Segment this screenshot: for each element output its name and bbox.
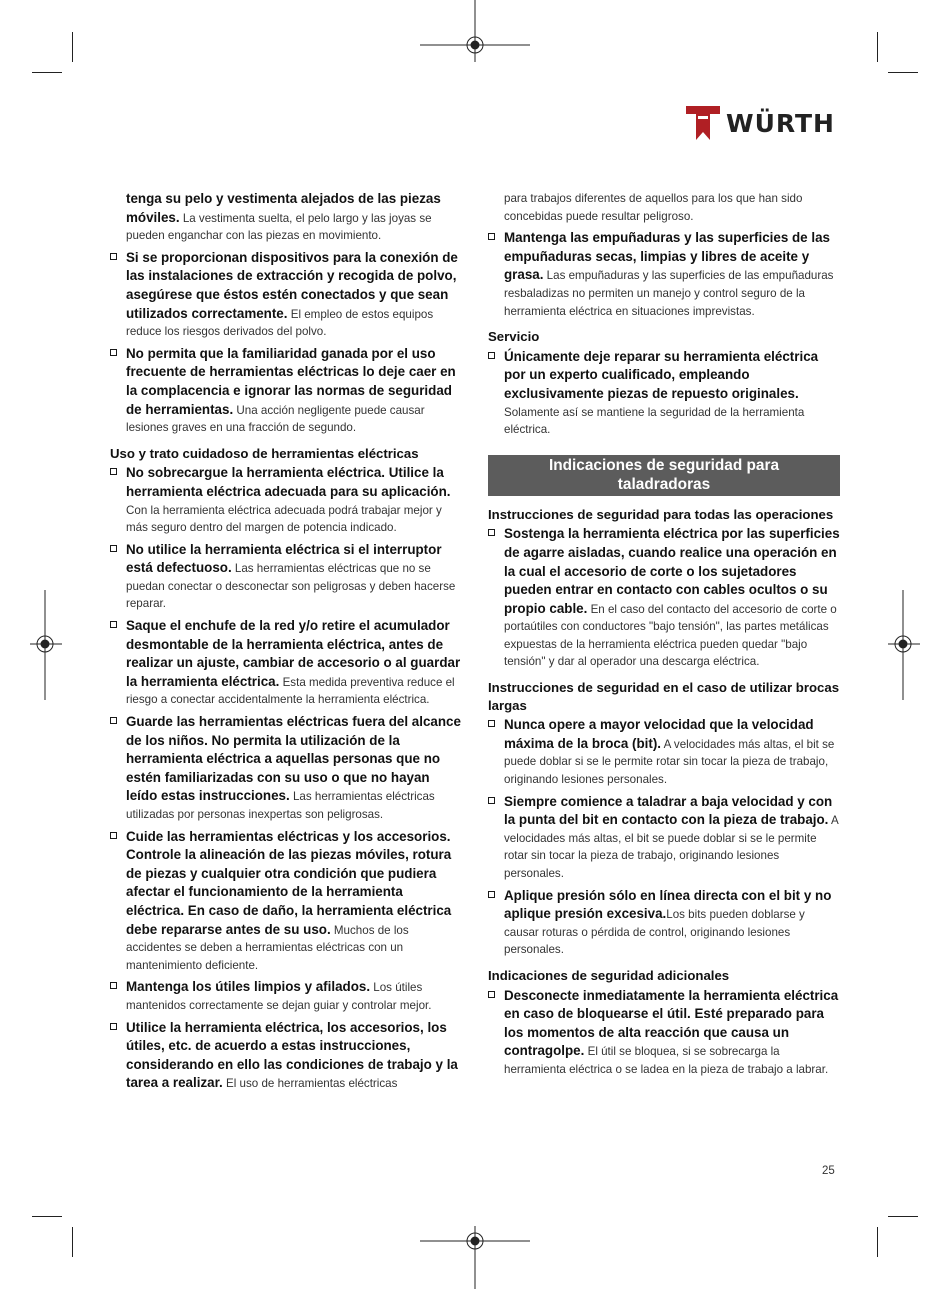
explanation-text: El uso de herramientas eléctricas [222,1077,398,1091]
bold-instruction: Guarde las herramientas eléctricas fuera del alcance de los niños. No permita la utilización de la herramienta eléctrica a aquellas personas que no estén familiarizadas con su uso o que no hayan leído estas instrucciones. [126,714,461,804]
bold-instruction: No utilice la herramienta eléctrica si el interruptor está defectuoso. [126,541,442,576]
bold-instruction: Únicamente deje reparar su herramienta eléctrica por un experto cualificado, empleando exclusivamente piezas de repuesto originales. [504,348,819,401]
wurth-logo [686,105,842,141]
bold-instruction: Utilice la herramienta eléctrica, los accesorios, los útiles, etc. de acuerdo a estas instrucciones, considerando en ello las condiciones de trabajo y la tarea a realizar. [126,1019,458,1091]
checkbox-bullet-icon [110,468,117,475]
bullet-item [110,978,462,1014]
bullet-item [110,249,462,341]
section-heading: Indicaciones de seguridad adicionales [488,967,730,983]
bullet-item [110,1019,462,1093]
bold-instruction: Mantenga los útiles limpios y afilados. [126,979,371,995]
wurth-emblem-icon [686,106,720,140]
bullet-item [488,716,840,788]
bold-instruction: Siempre comience a taladrar a baja velocidad y con la punta del bit en contacto con la pieza de trabajo. [504,793,833,828]
checkbox-bullet-icon [488,991,495,998]
explanation-text: para trabajos diferentes de aquellos para los que han sido concebidas puede resultar peligroso. [504,192,803,223]
checkbox-bullet-icon [110,717,117,724]
bullet-item [488,987,840,1079]
checkbox-bullet-icon [488,720,495,727]
explanation-text: Las herramientas eléctricas que no se puedan conectar o desconectar son peligrosas y deben hacerse reparar. [126,562,456,611]
bullet-item [110,713,462,824]
checkbox-bullet-icon [488,352,495,359]
explanation-text: Solamente así se mantiene la seguridad de la herramienta eléctrica. [504,405,805,437]
page-number: 25 [822,1165,835,1177]
section-heading: Uso y trato cuidadoso de herramientas eléctricas [110,445,419,461]
explanation-text: Una acción negligente puede causar lesiones graves en una fracción de segundo. [126,403,425,435]
bullet-item [110,541,462,613]
left-column [110,190,462,1097]
checkbox-bullet-icon [110,621,117,628]
checkbox-bullet-icon [488,233,495,240]
explanation-text: A velocidades más altas, el bit se puede doblar si se le permite rotar sin tocar la pieza de trabajo, originando lesiones personales. [504,737,835,787]
explanation-text: En el caso del contacto del accesorio de corte o portaútiles con conductores "bajo tensión", las partes metálicas expuestas de la herramienta eléctrica pueden quedar "bajo tensión" y dar al operador una descarga eléctrica. [504,602,837,669]
explanation-text: Las empuñaduras y las superficies de las empuñaduras resbaladizas no permiten un manejo y control seguro de la herramienta eléctrica en situaciones imprevistas. [504,269,834,318]
explanation-text: Los bits pueden doblarse y causar roturas o pérdida de control, originando lesiones personales. [504,908,805,957]
explanation-text: Muchos de los accidentes se deben a herramientas eléctricas con un mantenimiento deficiente. [126,923,409,972]
checkbox-bullet-icon [488,797,495,804]
bold-instruction: Mantenga las empuñaduras y las superficies de las empuñaduras secas, limpias y libres de aceite y grasa. [504,230,830,283]
bullet-item [488,793,840,883]
bold-instruction: No permita que la familiaridad ganada por el uso frecuente de herramientas eléctricas lo deje caer en la complacencia e ignorar las normas de seguridad de herramientas. [126,345,456,417]
explanation-text: El empleo de estos equipos reduce los riesgos derivados del polvo. [126,307,434,339]
bold-instruction: No sobrecargue la herramienta eléctrica. Utilice la herramienta eléctrica adecuada para su aplicación. [126,465,451,499]
bold-instruction: Nunca opere a mayor velocidad que la velocidad máxima de la broca (bit). [504,717,814,751]
bullet-item [488,348,840,439]
bold-instruction: Si se proporcionan dispositivos para la conexión de las instalaciones de extracción y recogida de polvo, asegúrese que éstos estén conectados y que sean utilizados correctamente. [126,249,458,321]
bullet-item [488,229,840,320]
bullet-item [110,464,462,536]
checkbox-bullet-icon [110,253,117,260]
continued-paragraph [488,190,840,225]
brand-name: WÜRTH [726,109,835,138]
bold-instruction: Saque el enchufe de la red y/o retire el acumulador desmontable de la herramienta eléctrica, antes de realizar un ajuste, cambiar de accesorio o al guardar la herramienta eléctrica. [126,618,461,689]
explanation-text: Los útiles mantenidos correctamente se dejan guiar y controlar mejor. [126,981,432,1012]
bullet-item [110,617,462,709]
explanation-text: El útil se bloquea, si se sobrecarga la herramienta eléctrica o se ladea en la pieza de trabajo a labrar. [504,1045,829,1076]
checkbox-bullet-icon [488,529,495,536]
checkbox-bullet-icon [488,891,495,898]
explanation-text: Esta medida preventiva reduce el riesgo a conectar accidentalmente la herramienta eléctrica. [126,675,455,707]
bold-instruction: Aplique presión sólo en línea directa con el bit y no aplique presión excesiva. [504,887,832,922]
explanation-text: Las herramientas eléctricas utilizadas por personas inexpertas son peligrosas. [126,790,435,821]
bullet-item [488,525,840,671]
explanation-text: A velocidades más altas, el bit se puede doblar si se le permite rotar sin tocar la pieza de trabajo, originando lesiones personales. [504,814,839,880]
checkbox-bullet-icon [110,545,117,552]
continued-paragraph [110,190,462,245]
checkbox-bullet-icon [110,832,117,839]
bold-instruction: Cuide las herramientas eléctricas y los accesorios. Controle la alineación de las piezas móviles, rotura de piezas y cualquier otra condición que pudiera afectar el funcionamiento de la herramienta eléctrica. En caso de daño, la herramienta eléctrica debe repararse antes de su uso. [126,828,452,937]
bold-instruction: Desconecte inmediatamente la herramienta eléctrica en caso de bloquearse el útil. Esté preparado para los momentos de alta reacción que causa un contragolpe. [504,987,839,1059]
bold-instruction: Sostenga la herramienta eléctrica por las superficies de agarre aisladas, cuando realice una operación en la cual el accesorio de corte o los sujetadores pueden entrar en contacto con cables ocultos o su propio cable. [504,526,840,616]
bullet-item [110,345,462,437]
section-title-box: Indicaciones de seguridad para taladradoras [488,455,840,496]
bullet-item [488,887,840,959]
bullet-item [110,828,462,975]
section-heading: Instrucciones de seguridad en el caso de utilizar brocas largas [488,680,840,713]
right-column [488,190,840,1083]
checkbox-bullet-icon [110,1023,117,1030]
section-heading: Servicio [488,329,540,345]
checkbox-bullet-icon [110,982,117,989]
explanation-text: Con la herramienta eléctrica adecuada podrá trabajar mejor y más seguro dentro del margen de potencia indicado. [126,503,442,535]
bold-instruction: tenga su pelo y vestimenta alejados de las piezas móviles. [126,191,441,225]
checkbox-bullet-icon [110,349,117,356]
section-heading: Instrucciones de seguridad para todas las operaciones [488,506,834,522]
explanation-text: La vestimenta suelta, el pelo largo y las joyas se pueden enganchar con las piezas en movimiento. [126,211,432,243]
